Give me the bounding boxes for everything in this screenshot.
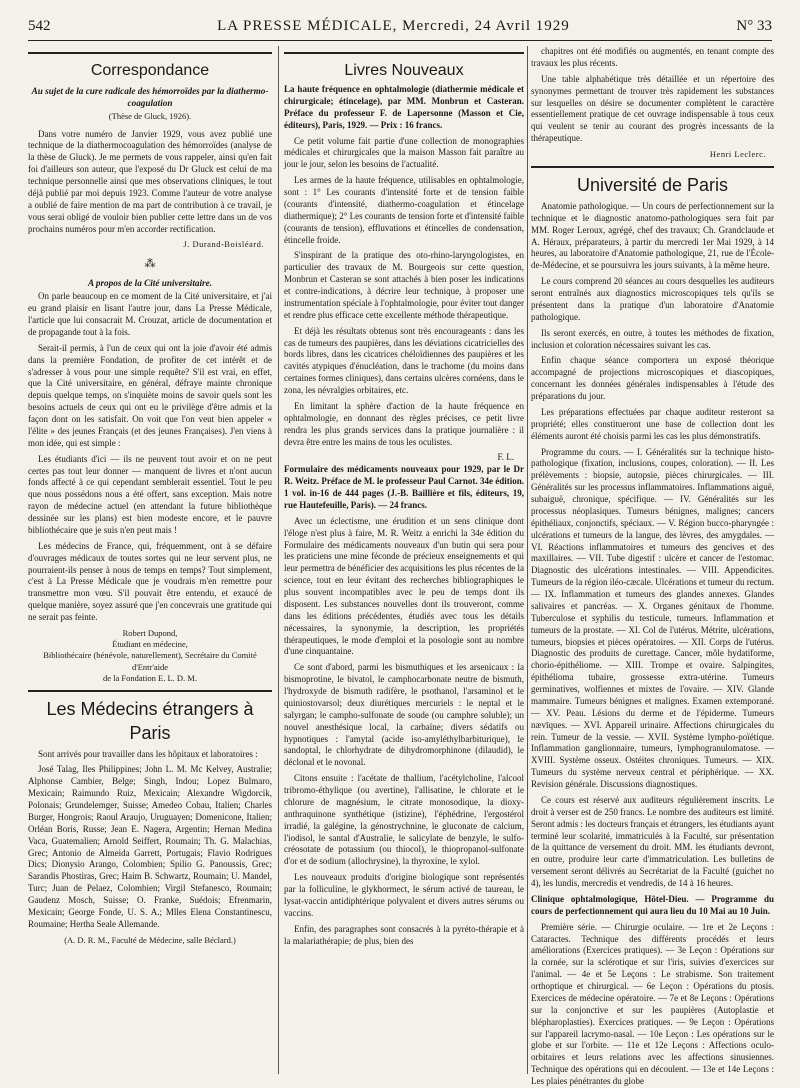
journal-title: LA PRESSE MÉDICALE, Mercredi, 24 Avril 1929: [217, 18, 570, 34]
signature: Henri Leclerc.: [709, 149, 766, 159]
section-ornament: ⁂: [144, 257, 156, 270]
paragraph: Anatomie pathologique. — Un cours de perfectionnement sur la technique et le diagnostic anatomo-pathologiques sera fait par MM. Roger Leroux, agrégé, chef des travaux; Ch. Grandclaude et A. Héraux, préparateurs, à partir du mercredi 1er Mai 1929, à 14 heures, au laboratoire d'Anatomie pathologique, 21, rue de l'École-de-Médecine, et se poursuivra les jours suivants, à la même heure.: [531, 200, 774, 271]
issue-number: N° 33: [736, 18, 772, 34]
column-1: [28, 46, 272, 1074]
column-separator: [527, 46, 528, 1074]
paragraph: Citons ensuite : l'acétate de thallium, l'acétylcholine, l'alcool tribromo-éthylique (ou avertine), l'allisatine, le chlorate et le chlorure de magnésium, le citrate monosodique, la dioxy-anthraquinone synthétique (istizine), l'éphédrine, l'ergostérol irradié, la galégine, la génostrychnine, le gluconate de calcium, l'iodisol, le santal d'Australie, le salicylate de benzyle, le sulfo-créosotate de potassium (ou thiocol), le thiopropanol-sulfonate d'or et de sodium (allochrysine), la thyroxine, le xylol.: [284, 773, 524, 867]
paragraph: Ce petit volume fait partie d'une collection de monographies médicales et chirurgicales que la maison Masson fait paraître au jour le jour, selon les besoins de l'actualité.: [284, 135, 524, 170]
book-reference: Formulaire des médicaments nouveaux pour 1929, par le Dr R. Weitz. Préface de M. le professeur Paul Carnot. 34e édition. 1 vol. in-16 de 444 pages (J.-B. Baillière et fils, éditeurs, 19, rue Hautefeuille, Paris). — 24 francs.: [284, 464, 524, 510]
signature-line: de la Fondation E. L. D. M.: [103, 672, 197, 683]
paragraph: Première série. — Chirurgie oculaire. — 1re et 2e Leçons : Cataractes. Technique des différents procédés et leurs améliorations (Exercices pratiques). — 3e Leçon : Opérations sur la cornée, sur la sclérotique et sur l'iris, suivies d'exercices sur l'animal. — 4e et 5e Leçons : Le strabisme. Son traitement orthoptique et chirurgical. — 6e Leçon : Opérations du ptosis. Exercices de médecine opératoire. — 7e et 8e Leçons : Opérations sur la conjonctive et sur les paupières (Autoplastie et blépharoplasties). Exercices pratiques. — 9e Leçon : Opérations sur l'appareil lacrymo-nasal. — 10e Leçon : Les opérations sur le globe et sur l'orbite. — 11e et 12e Leçons : Affections oculo-orbitaires et leurs relations avec les affections sinusiennes. Technique des opérations qui en découlent. — 13e et 14e Leçons : Les plaies pénétrantes du globe: [531, 921, 774, 1087]
book-reference: La haute fréquence en ophtalmologie (diathermie médicale et chirurgicale; étincelage), par MM. Monbrun et Casteran. Préface du professeur F. de Lapersonne (Masson et Cie, éditeurs), Paris, 1929. — Prix : 16 francs.: [284, 84, 524, 130]
signature-line: Bibliothécaire (bénévole, naturellement), Secrétaire du Comité d'Entr'aide: [43, 650, 257, 672]
paragraph: Enfin, des paragraphes sont consacrés à la pyréto-thérapie et à la malariathérapie; de plus, bien des: [284, 923, 524, 946]
signature-line: Étudiant en médecine,: [112, 639, 188, 650]
paragraph: En limitant la sphère d'action de la haute fréquence en ophtalmologie, en donnant des règles précises, ce petit livre rendra les plus grands services dans la pratique journalière : il devra être entre les mains de tous les oculistes.: [284, 400, 524, 447]
signature: J. Durand-Boisléard.: [183, 239, 264, 250]
paragraph: Ils seront exercés, en outre, à toutes les méthodes de fixation, inclusion et coloration nécessaires suivant les cas.: [531, 327, 774, 350]
paragraph: Dans votre numéro de Janvier 1929, vous avez publié une technique de la diathermocoagulation des hémorroïdes (analyse de la thèse de Gluck). Je me permets de vous rappeler, ainsi qu'en fait foi d'ailleurs son auteur, que l'exposé du Dr Gluck est celui de ma technique personnelle ainsi que mes observations cliniques, le tout déjà publié par moi depuis 1923. Comme l'auteur de votre analyse a oublié de faire mention de ma part de contribution à ce travail, je vous serai obligé de vouloir bien publier cette lettre dans un de vos prochains numéros pour m'en accorder rectification.: [28, 128, 272, 234]
article-subtitle: A propos de la Cité universitaire.: [87, 278, 213, 289]
paragraph: Les médecins de France, qui, fréquemment, ont à se défaire d'ouvrages médicaux de toutes sortes qui ne leur servent plus, ne pourraient-ils penser à nous de temps en temps? Tout simplement, c'est à La Presse Médicale que je voudrais m'en remettre pour transmettre mon vœu. S'il pouvait être entendu, et exaucé de quelque manière, soyez assuré que j'en concevrais une gratitude qui ne serait pas feinte.: [28, 540, 272, 623]
section-rule: [284, 52, 524, 54]
paragraph: Une table alphabétique très détaillée et un répertoire des synonymes permettant de trouver très rapidement les substances sur lesquelles on désire se documenter complètent le caractère essentiellement pratique de cet ouvrage indispensable à tous ceux qui veulent se tenir au courant des progrès incessants de la thérapeutique.: [531, 73, 774, 144]
paragraph: Les nouveaux produits d'origine biologique sont représentés par la folliculine, le glykhormect, le sérum activé de taureau, le lysat-vaccin antidiphtérique polyvalent et divers autres sérums ou vaccins.: [284, 872, 524, 918]
paragraph: Ce cours est réservé aux auditeurs régulièrement inscrits. Le droit à verser est de 250 francs. Le nombre des auditeurs est limité. Seront admis : les docteurs français et étrangers, les étudiants ayant terminé leur scolarité, immatriculés à la Faculté, sur présentation de la quittance de versement du droit. MM. les étudiants devront, en outre, produire leur carte d'immatriculation. Les bulletins de versement seront délivrés au Secrétariat de la Faculté (guichet no 4), les lundis, mercredis et vendredis, de 14 à 16 heures.: [531, 794, 774, 889]
course-heading: Clinique ophtalmologique, Hôtel-Dieu. — Programme du cours de perfectionnement qui aura lieu du 10 Mai au 10 Juin.: [531, 893, 774, 916]
article-subtitle: Au sujet de la cure radicale des hémorroïdes par la diathermo-coagulation: [31, 86, 269, 109]
paragraph: Les armes de la haute fréquence, utilisables en ophtalmologie, sont : 1° Les courants d'intensité forte et de tension faible (courants d'intensité, diathermo-coagulation et étincelage diathermique); 2° Les courants de tension forte et d'intensité faible (courants de tension), effluvations et étincelles de condensation, étincelle froide.: [284, 175, 524, 245]
header-rule: [28, 40, 772, 41]
running-header: [28, 18, 772, 36]
section-title-livres: Livres Nouveaux: [344, 62, 464, 79]
column-3: [531, 46, 774, 1087]
paragraph: Ce sont d'abord, parmi les bismuthiques et les arsenicaux : la bismoprotine, le bivatol, le camphocarbonate neutre de bismuth, l'hydroxyde de bismuth radifère, le psothanol, l'arsaminol et le quiniostovarsol; deux diurétiques mercuriels : le neptal et le salyrgan; le campho-sulfonate de soude (ou camphre soluble); un nouvel anesthésique local, la carbaïne; divers sédatifs ou hypnotiques : l'amytal (acide iso-amyléthylbarbiturique), le sandoptal, le chlorhydrate de dihydromorphinone (dilaudid), le déclonal et le novonal.: [284, 662, 524, 768]
paragraph: Enfin chaque séance comportera un exposé théorique accompagné de projections microscopiques et diascopiques, concernant les données générales indispensables à l'étude des préparations du jour.: [531, 355, 774, 402]
paragraph: S'inspirant de la pratique des oto-rhino-laryngologistes, en particulier des travaux de M. Bourgeois sur cette question, Monbrun et Casteran se sont attachés à bien poser les indications et contre-indications, à décrire leur technique, à proposer une instrumentation spéciale à l'ophtalmologie, pour éviter tout danger et rendre plus efficace cette excellente méthode thérapeutique.: [284, 250, 524, 320]
column-2: [284, 46, 524, 1074]
section-title-medecins: Les Médecins étrangers à Paris: [46, 699, 254, 743]
paragraph: Les préparations effectuées par chaque auditeur resteront sa propriété; elles constitueront une base de collection dont les éléments auront été choisis parmi les cas les plus démonstratifs.: [531, 406, 774, 441]
paragraph: José Talag, Iles Philippines; John L. M. Mc Kelvey, Australie; Alphonse Cambier, Belge; Singh, Indou; Lopez Bulmaro, Mexicain; Raimundo Ruiz, Mexicain; Alexandre Wigdorcik, Polonais; Grundelemger, Suisse; Amedeo Cobau, Italien; Charles Burger, Hongrois; Raoul Araujo, Uruguayen; Domenicone, Italien; Orléan Boris, Russe; Jean E. Nagera, Argentin; Hernan Medina Vaca, Guatemalien; Arnold Seiffert, Roumain; Th. G. Malachias, Grec; Antonio de Almeida Garrett, Portugais; Flavio Rodrigues Dics; Dionysio Arango, Colombien; Spilio G. Panoussis, Grec; Sarandis Phostiras, Grec; Haim B. Schwartz, Roumain; U. Mandel, Turc; Juan de Pelaez, Colombien; Virgil Stefanesco, Roumain; Gaudenz Mosch, Suisse; O. Franke, Suédois; Efrenmarin, Mexicain; George Fonde, U. S. A.; Mlles Elena Constantinescu, Roumaine; Hertha Seale Allemande.: [28, 764, 272, 929]
paragraph: Sont arrivés pour travailler dans les hôpitaux et laboratoires :: [38, 748, 258, 759]
paragraph: On parle beaucoup en ce moment de la Cité universitaire, et j'ai eu grand plaisir en lisant l'autre jour, dans La Presse Médicale, l'article que lui consacrait M. Crouzat, article de documentation et de propagande tout à la fois.: [28, 291, 272, 337]
paragraph: Programme du cours. — I. Généralités sur la technique histo-pathologique (fixation, inclusions, coupes, coloration). — II. Les prélèvements : biopsie, autopsie, pièces chirurgicales. — III. Généralités sur les processus inflammatoires. Inflammations aiguë, subaiguë, chronique, spécifique. — IV. Généralités sur les processus néoplasiques. Tumeurs bénignes, malignes; cancers épithéliaux, conjonctifs, spéciaux. — V. Région bucco-pharyngée : ulcérations et tumeurs de la langue, des lèvres, des amygdales. — VI. Réactions inflammatoires et tumeurs des gencives et des maxillaires. — VII. Tube digestif : ulcère et cancer de l'estomac. Diagnostic des ulcérations intestinales. — VIII. Appendicites. Tumeurs de la région iléo-cæcale. Ulcérations et tumeur du rectum. — IX. Inflammation et tumeurs des glandes annexes. Glandes salivaires et pancréas. — X. Organes génitaux de l'homme. Tuberculose et syphilis du testicule, tumeurs. Inflammation et tumeurs de la prostate. — XI. Col de l'utérus. Métrite, ulcérations, tumeurs, biopsies et pièces opératoires. — XII. Corps de l'utérus. Diagnostic des produits de curettage. Cancer, môle hydatiforme, chorio-épithéliome. — XIII. Trompe et ovaire. Salpingites, épithélioma tubaire, grossesse extra-utérine. Tumeurs germinatives, wolfiennes et mixtes de l'ovaire. — XIV. Glande mammaire. Tumeurs bénignes et malignes. Examen extemporané. — XV. Peau. Lésions du derme et de l'épiderme. Tumeurs nævīques. — XVI. Appareil urinaire. Affections chirurgicales du rein. Tumeur de la vessie. — XVII. Système lympho-poïétique. Inflammation ganglionnaire, tumeurs, lymphogranulomatose. — XVIII. Système osseux. Ostéites chroniques. Tumeurs. — XIX. Tumeurs du système nerveux central et périphérique. — XX. Revision générale. Discussions diagnostiques.: [531, 446, 774, 790]
article-source: (A. D. R. M., Faculté de Médecine, salle Béclard.): [64, 934, 236, 945]
section-rule: [28, 52, 272, 54]
section-rule: [28, 690, 272, 692]
page-number: 542: [28, 18, 51, 34]
article-note: (Thèse de Gluck, 1926).: [108, 111, 192, 122]
paragraph: Et déjà les résultats obtenus sont très encourageants : dans les cas de tumeurs des paupières, dans les déviations cicatricielles des bords libres, dans les cicatrices chéloïdiennes des paupières et les cavités atypiques d'énucléation, dans le trachome (du moins dans certaines formes cliniques), dans certains ulcères cornéens, dans le zona, les névralgies orbitaires, etc.: [284, 325, 524, 396]
paragraph: Avec un éclectisme, une érudition et un sens clinique dont l'éloge n'est plus à faire, M. R. Weitz a enrichi la 34e édition du Formulaire des médicaments nouveaux d'un butin qui sera pour les praticiens une mine féconde de précieux enseignements et qui leur permettra de bénéficier des acquisitions les plus récentes de la science, tout en leur évitant des recherches bibliographiques le plus souvent incompatibles avec le peu de temps dont ils disposent. Les substances nouvelles dont ils trouveront, comme dans les éditions précédentes, étudiés avec tous les détails nécessaires, la synonymie, la description, les propriétés thérapeutiques, le mode d'emploi et la posologie sont au nombre d'une cinquantaine.: [284, 515, 524, 657]
paragraph: chapitres ont été modifiés ou augmentés, en tenant compte des travaux les plus récents.: [531, 46, 774, 68]
section-title-universite: Université de Paris: [576, 175, 729, 196]
paragraph: Serait-il permis, à l'un de ceux qui ont la joie d'avoir été admis dans la première Fondation, de profiter de cet intérêt et de s'adresser à vous pour une simple requête? S'il est vrai, en effet, que la Cité universitaire, en général, défraye mainte chronique depuis quelque temps, on s'inquiète moins de savoir quels sont les besoins actuels de ceux qui ont eu le privilège d'être admis et la façon dont on les satisfait. On voit que l'on veut bien appeler « l'élite » des jeunes Français (et des jeunes Françaises). J'en viens à mon idée, qui est simple :: [28, 342, 272, 448]
paragraph: Les étudiants d'ici — ils ne peuvent tout avoir et on ne peut certes pas tout leur donner — manquent de livres et n'ont aucun fonds affecté à ce qui cependant semblerait essentiel. Tout le peu que nous possédons nous a été offert, sans exception. Mais notre rayon de médecine actuel (en attendant la future bibliothèque dessinée sur les plans) est bien modeste encore, et le pauvre bibliothécaire que je suis n'en peut mais !: [28, 453, 272, 535]
column-separator: [278, 46, 279, 1074]
section-title-correspondance: Correspondance: [90, 62, 210, 79]
section-rule: [531, 166, 774, 168]
paragraph: Le cours comprend 20 séances au cours desquelles les auditeurs seront entraînés aux diagnostics microscopiques tels qu'ils se présentent dans la pratique d'un laboratoire d'Anatomie pathologique.: [531, 276, 774, 322]
reviewer-initials: F. L.: [497, 452, 514, 463]
signature-name: Robert Dupond,: [122, 627, 178, 638]
